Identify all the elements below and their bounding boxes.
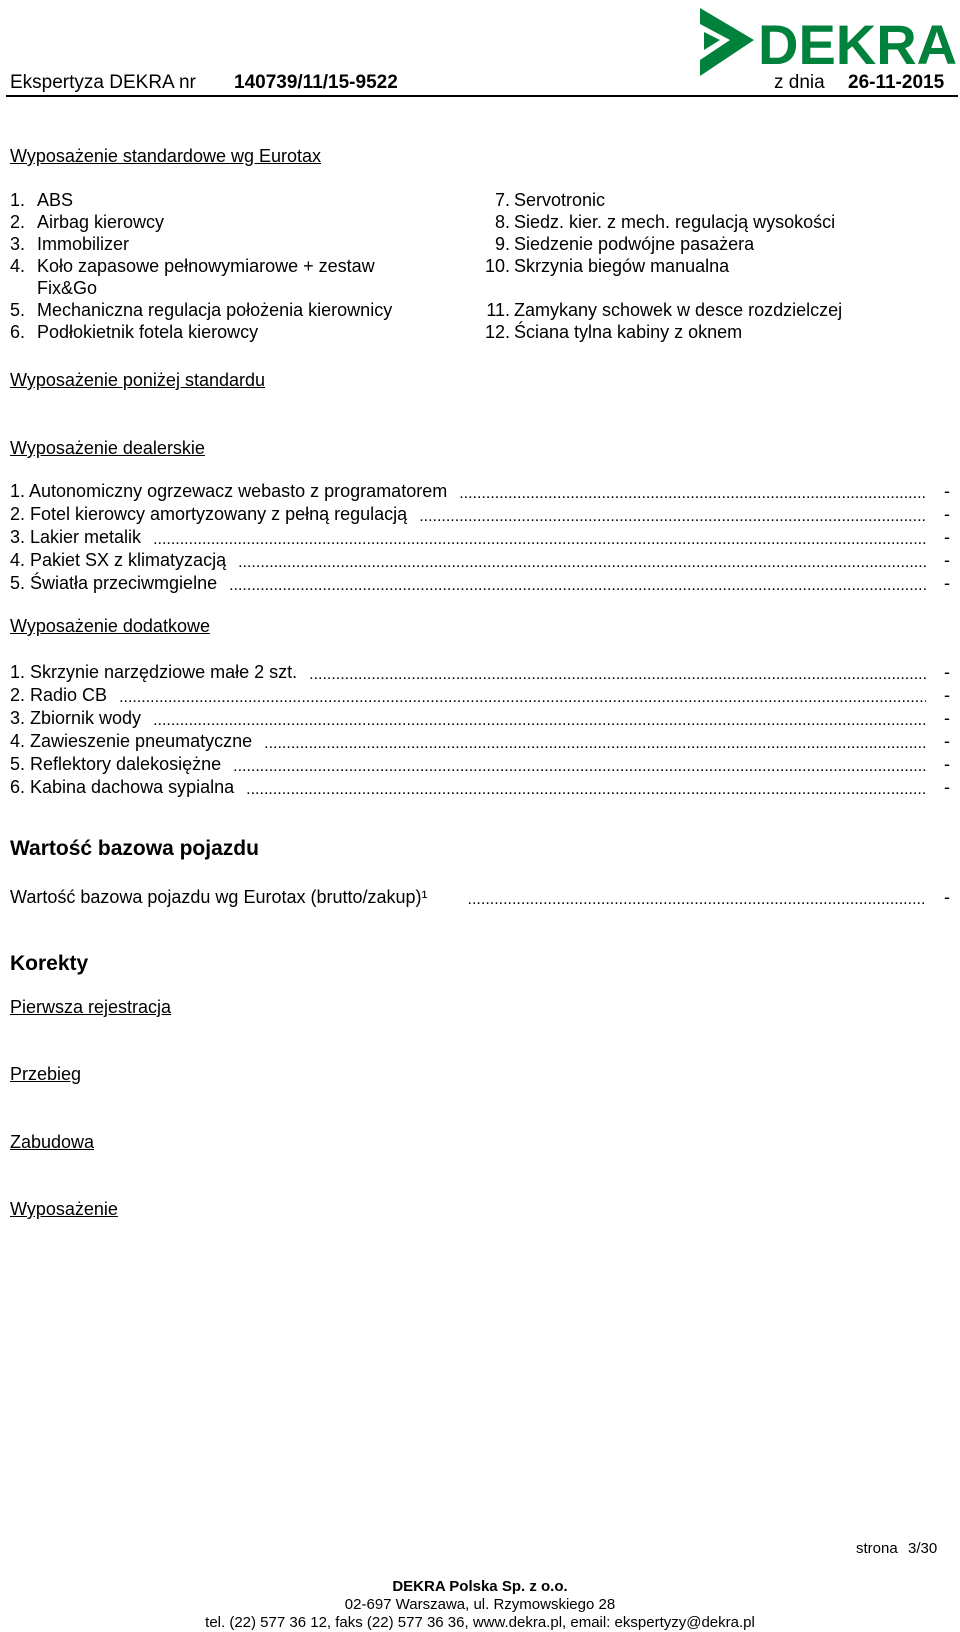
dot-leader <box>238 555 926 571</box>
item-number: 2. <box>10 212 26 232</box>
list-item-text-continued: Fix&Go <box>37 278 98 298</box>
header-rule <box>6 95 958 97</box>
row-label: 5. Światła przeciwmgielne <box>10 573 218 593</box>
list-item-text: Podłokietnik fotela kierowcy <box>37 322 259 342</box>
page-label: strona <box>856 1540 898 1557</box>
list-item-text: ABS <box>37 190 74 210</box>
row-label: 3. Zbiornik wody <box>10 708 142 728</box>
item-number: 6. <box>10 322 26 342</box>
additional-row <box>10 730 950 752</box>
row-label: 6. Kabina dachowa sypialna <box>10 777 235 797</box>
report-date: 26-11-2015 <box>848 72 945 93</box>
footer-address: 02-697 Warszawa, ul. Rzymowskiego 28 <box>344 1596 616 1613</box>
row-value: - <box>944 685 950 705</box>
list-item-text: Immobilizer <box>37 234 130 254</box>
footer-contact: tel. (22) 577 36 12, faks (22) 577 36 36, www.dekra.pl, email: ekspertyzy@dekra.pl <box>205 1614 755 1631</box>
correction-item-body: Zabudowa <box>10 1132 95 1152</box>
dot-leader <box>119 690 926 706</box>
item-number: 9. <box>494 234 510 254</box>
section-title-dealer: Wyposażenie dealerskie <box>10 438 205 458</box>
dekra-logo <box>696 4 958 80</box>
logo-text: DEKRA <box>758 13 958 76</box>
item-number: 12. <box>484 322 510 342</box>
row-value: - <box>944 708 950 728</box>
row-value: - <box>944 662 950 682</box>
row-value: - <box>944 731 950 751</box>
row-value: - <box>944 887 950 907</box>
dot-leader <box>153 532 926 548</box>
footer-company: DEKRA Polska Sp. z o.o. <box>392 1578 568 1595</box>
row-label: 4. Pakiet SX z klimatyzacją <box>10 550 227 570</box>
dot-leader <box>309 667 926 683</box>
item-number: 7. <box>494 190 510 210</box>
item-number: 4. <box>10 256 26 276</box>
section-title-below-standard: Wyposażenie poniżej standardu <box>10 370 265 390</box>
report-date-prefix: z dnia <box>774 72 825 93</box>
row-value: - <box>944 777 950 797</box>
item-number: 1. <box>10 190 26 210</box>
section-title-additional: Wyposażenie dodatkowe <box>10 616 210 636</box>
row-label: Wartość bazowa pojazdu wg Eurotax (brutto/zakup)¹ <box>10 887 428 907</box>
dot-leader <box>233 759 926 775</box>
dealer-row <box>10 480 950 502</box>
row-label: 4. Zawieszenie pneumatyczne <box>10 731 253 751</box>
report-number: 140739/11/15-9522 <box>234 72 398 93</box>
correction-item-equipment: Wyposażenie <box>10 1199 118 1219</box>
additional-row <box>10 707 950 729</box>
section-title-base-value: Wartość bazowa pojazdu <box>10 837 259 860</box>
row-label: 2. Radio CB <box>10 685 108 705</box>
list-item-text: Zamykany schowek w desce rozdzielczej <box>514 300 843 320</box>
row-value: - <box>944 754 950 774</box>
additional-row <box>10 661 950 683</box>
row-value: - <box>944 550 950 570</box>
additional-row <box>10 684 950 706</box>
row-label: 5. Reflektory dalekosiężne <box>10 754 222 774</box>
item-number: 10. <box>484 256 510 276</box>
row-label: 3. Lakier metalik <box>10 527 142 547</box>
item-number: 5. <box>10 300 26 320</box>
additional-row <box>10 753 950 775</box>
dot-leader <box>419 509 926 525</box>
correction-item-first-registration: Pierwsza rejestracja <box>10 997 172 1017</box>
list-item-text: Ściana tylna kabiny z oknem <box>514 322 743 342</box>
row-label: 1. Skrzynie narzędziowe małe 2 szt. <box>10 662 298 682</box>
list-item-text: Airbag kierowcy <box>37 212 165 232</box>
row-value: - <box>944 504 950 524</box>
section-title-corrections: Korekty <box>10 952 89 975</box>
list-item-text: Koło zapasowe pełnowymiarowe + zestaw <box>37 256 375 276</box>
list-item-text: Skrzynia biegów manualna <box>514 256 730 276</box>
row-value: - <box>944 573 950 593</box>
item-number: 11. <box>486 300 510 320</box>
dot-leader <box>264 736 926 752</box>
list-item-text: Siedz. kier. z mech. regulacją wysokości <box>514 212 836 232</box>
report-prefix: Ekspertyza DEKRA nr <box>10 72 196 93</box>
dot-leader <box>153 713 926 729</box>
list-item-text: Mechaniczna regulacja położenia kierownicy <box>37 300 393 320</box>
item-number: 3. <box>10 234 26 254</box>
dealer-row <box>10 572 950 594</box>
row-value: - <box>944 481 950 501</box>
row-label: 1. Autonomiczny ogrzewacz webasto z programatorem <box>10 481 448 501</box>
item-number: 8. <box>494 212 510 232</box>
list-item-text: Siedzenie podwójne pasażera <box>514 234 755 254</box>
additional-row <box>10 776 950 798</box>
base-value-row <box>10 886 950 908</box>
dot-leader <box>229 578 926 594</box>
list-item-text: Servotronic <box>514 190 606 210</box>
correction-item-mileage: Przebieg <box>10 1064 82 1084</box>
dot-leader <box>468 892 926 908</box>
section-title-standard: Wyposażenie standardowe wg Eurotax <box>10 146 322 166</box>
dekra-logo-icon <box>696 4 958 80</box>
dealer-row <box>10 503 950 525</box>
list-item <box>10 190 25 211</box>
row-value: - <box>944 527 950 547</box>
dealer-row <box>10 526 950 548</box>
page-number: 3/30 <box>908 1540 938 1557</box>
row-label: 2. Fotel kierowcy amortyzowany z pełną regulacją <box>10 504 408 524</box>
dealer-row <box>10 549 950 571</box>
dot-leader <box>246 782 926 798</box>
dot-leader <box>459 486 926 502</box>
